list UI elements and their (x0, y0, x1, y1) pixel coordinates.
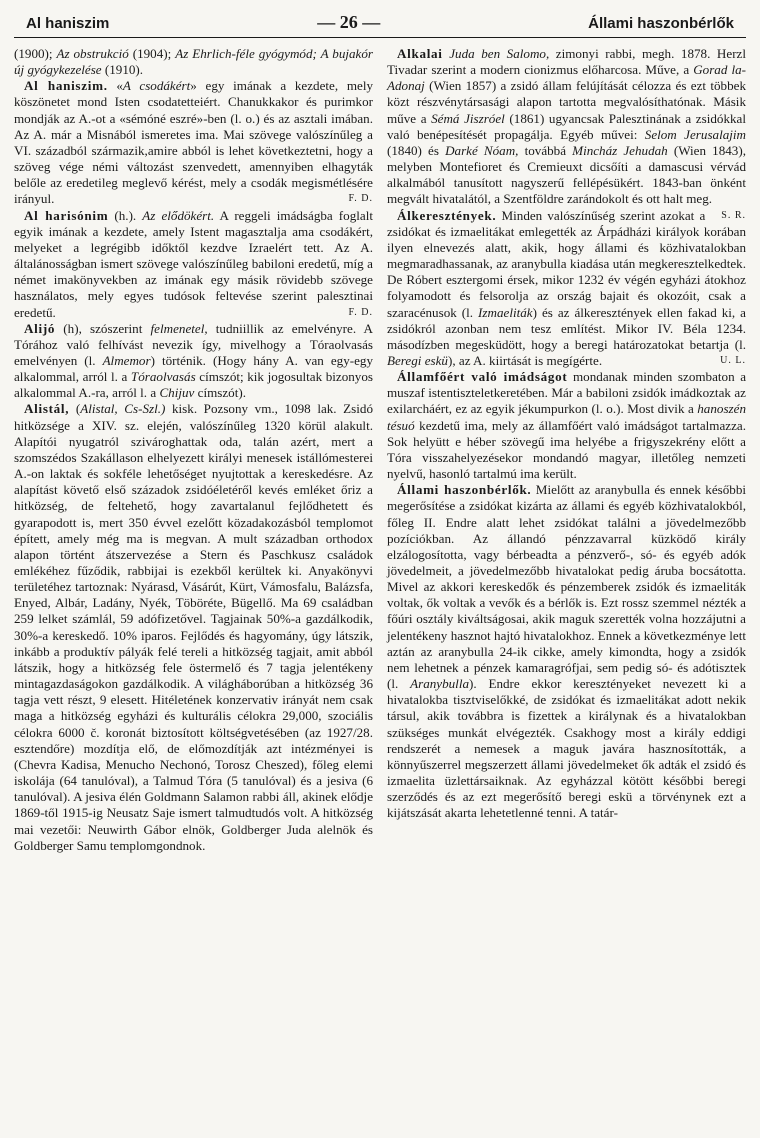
dictionary-entry (14, 321, 373, 402)
left-column (14, 46, 373, 854)
entry-text: Mielőtt az aranybulla és ennek későbbi megerősítése a zsidókat kizárta az állami és egyéb közhivatalokból, főleg II. Endre alatt lehet zsidókat találni a jövedelmezőbb pozíciókban. Az állandó pénzzavarral küzködő király elzálogosította, vagy bérbeadta a pénzverő-, só- és egyéb adók jövedelmeit, a jövedelmezőbb hivatalokat pedig áruba bocsátotta. Mivel az akkori kereskedők és pénzemberek zsidók és izmaeliták voltak, ők voltak a vevők és a bérlők is. Ezt rossz szemmel nézték a főúri osztály kiváltságosai, akik maguk szerették volna hozzájutni a jelentékeny hasznot hajtó hivatalokhoz. Ennek a következménye lett aztán az aranybulla 24-ik cikke, amely kimondta, hogy a zsidók nem lehetnek a pénzek kamaragrófjai, sem pedig só- és adótisztek (l. (387, 482, 747, 692)
entry-headword: Államfőért való imádságot (397, 369, 568, 385)
entry-text: (h), szószerint (55, 320, 151, 336)
dictionary-entry (14, 46, 373, 78)
entry-text: » egy imának a kezdete, mely köszönetet mond Isten csodatetteiért. Chanukkakor és purimkor mondják az A.-ot a «sémóné eszré»-ben (l. o.) és az asztali imában. Az A. már a Misnából ismeretes ima. Mai szövege valószínűleg a VI. századból származik,amire abból is lehet következtetni, hogy a szöveg vége némi változást szenvedett, amennyiben elhagyták belőle az eredetileg meglevő kérést, mely a csodák megismétlésére irányul. (14, 78, 373, 207)
entry-headword: Alistál, (24, 401, 70, 417)
italic-text: Sémá Jiszróel (431, 110, 505, 126)
entry-headword: Alkalai (397, 46, 443, 61)
italic-text: Az elődökért. (142, 207, 215, 223)
entry-headword: Alijó (24, 320, 56, 336)
text-columns (14, 46, 746, 854)
entry-text: kisk. Pozsony vm., 1098 lak. Zsidó hitközsége a XIV. sz. elején, valószínűleg 1320 körül alakult. Alapítói nyugatról szivároghattak oda, talán azért, mert a szomszédos Szakállason elhelyezett királyi menesek istállómesterei A.-on laktak és sokféle lehetőséget nyujtottak a kereskedésre. Az alapítást követő első századok zsidóéletéről kevés emléket őriz a hitközség, de feltehető, hogy zavartalanul fejlődhetett és gyarapodott is, mert 350 évvel ezelőtt közadakozásból templomot épített, amely még ma is megvan. A mult században orthodox alapon történt átszervezése a Stern és Paschkusz családok emlékéhez fűződik, rabbijai is ezekből kerültek ki. Anyakönyvi területéhez tartoznak: Nyárasd, Vásárút, Kürt, Vámosfalu, Balázsfa, Enyed, Albár, Ladány, Nyék, Töböréte, Bügellő. Ma 69 családban 259 lelket számlál, 59 adófizetővel. Tagjainak 50%-a gazdálkodik, 30%-a kereskedő. 10% iparos. Fejlődés és hagyomány, úgy látszik, inkább a produktív pályák felé tereli a hitközség tagjait, amit abból látszik, hogy a hitközség fele östermelő és 7 tagja jelentékeny mintagazdaságokon gazdálkodik. A világháborúban a hitközség 36 tagja vett részt, 9 elesett. Hitéletének konzervativ irányát nem csak maga a hitközség egyházi és kulturális célokra 29,000, szociális célokra 6000 č. koronát biztosított költségvetésében (az 1927/28. esztendőre) mozdítja elő, de előmozdítják azt intézményei is (Chevra Kadisa, Menucho Nechonó, Torosz Cheszed), főleg elemi iskolája (64 tanulóval), a Talmud Tóra (5 tanulóval) és a jesiva (6 tanulóval). A jesiva élén Goldmann Salamon rabbi áll, akinek elődje 1869-től 1915-ig Neusatz Saje ismert talmudtudós volt. A hitközség mai vezetői: Neuwirth Gábor elnök, Goldberger Juda alelnök és Goldberger Samu templomgondnok. (14, 401, 374, 853)
author-signature: S. R. (721, 209, 746, 221)
header-left-title: Al haniszim (26, 15, 110, 32)
author-signature: F. D. (348, 306, 373, 318)
right-column (387, 46, 746, 854)
author-signature: U. L. (720, 354, 746, 366)
italic-text: Az obstrukció (56, 46, 129, 61)
dictionary-entry (387, 482, 746, 821)
entry-text: címszót; kik jogosultak bizonyos alkalommal A.-ra, arról l. a (14, 369, 374, 401)
italic-text: Tóraolvasás (130, 369, 196, 385)
italic-text: Chijuv (159, 385, 195, 401)
entry-text: (Wien 1843), melyben Montefioret és Cremieuxt dicsőíti a damascusi vérvád alkalmából tanusított nagyszerű fellépésükért. 1843-ban önként megvált hivatalától, a Szentföldre zarándokolt és ott halt meg. (387, 142, 746, 207)
entry-text: ( (69, 401, 81, 417)
entry-text: zimonyi rabbi, megh. 1878. Herzl Tivadar szerint a modern cionizmus előharcosa. Műve, a (387, 46, 747, 78)
entry-text: (1840) és (387, 142, 446, 158)
entry-headword: Al harisónim (24, 207, 109, 223)
italic-text: felmenetel, (150, 320, 208, 336)
entry-text: kezdetű ima, mely az államfőért való imádságot tartalmazza. Sok helyütt e héber szövegű ima helyébe a frigyszekrény előtt a Tóra visszahelyezésekor mondandó magyar, illetőleg nemzeti nyelvű, hasonló tartalmú ima került. (387, 417, 746, 482)
entry-text: ), az A. kiirtását is megígérte. (447, 352, 603, 368)
italic-text: Juda ben Salomo, (449, 46, 550, 61)
entry-text: ) és az álkeresztények ellen fakad ki, a zsidókról azonban nem tesz említést. Mikor IV. Béla 1234. másodízben megesküdött, hogy a beregi határozatokat betartja (l. (387, 304, 746, 352)
dictionary-entry (14, 401, 373, 853)
entry-headword: Al haniszim. (24, 78, 108, 94)
header-right-title: Állami haszonbérlők (588, 15, 734, 32)
italic-text: Aranybulla (410, 676, 470, 692)
italic-text: A csodákért (122, 78, 191, 94)
entry-text: (1904); (128, 46, 176, 61)
italic-text: Az Ehrlich-féle gyógymód; A bujakór új gyógykezelése (14, 46, 374, 78)
entry-text: címszót). (194, 385, 246, 401)
dictionary-entry (14, 78, 373, 207)
italic-text: Beregi eskü (387, 352, 448, 368)
italic-text: Alistal, Cs-Szl.) (80, 401, 166, 417)
entry-headword: Állami haszonbérlők. (397, 482, 532, 498)
entry-text: « (107, 78, 123, 94)
dictionary-entry (14, 208, 373, 321)
dictionary-entry (387, 208, 746, 370)
dictionary-entry (387, 369, 746, 482)
running-header (14, 12, 746, 38)
entry-text: (h.). (108, 207, 143, 223)
entry-text: ). Endre ekkor keresztényeket nevezett ki a hivatalokba tisztviselőkké, de zsidókat és izmaelitákat adott nekik társul, akik továbbra is fizettek a királynak és a hivatalokban szükséges munkát elvégezték. Csakhogy most a király eddigi rendszerét a nemesek a maguk javára hasznosították, a könnyűszerrel megszerzett állami jövedelmeket ők adták el zsidó és izmaelita üzlettársaiknak. Az egyházzal kötött későbbi beregi szerződés és az ezt megerősítő beregi eskü a törvénynek ezt a kijátszását akarta lehetetlenné tenni. A tatár- (387, 676, 746, 821)
entry-text: továbbá (518, 142, 573, 158)
entry-text: ) történik. (Hogy hány A. van egy-egy alkalommal, arról l. a (14, 352, 374, 385)
italic-text: Selom Jerusalajim (644, 126, 747, 142)
italic-text: Almemor (102, 352, 151, 368)
entry-text: (1861) ugyancsak Palesztinának a zsidókkal való benépesítését propagálja. Egyéb művei: (387, 110, 746, 142)
italic-text: Mincház Jehudah (572, 142, 668, 158)
italic-text: Darké Nóam, (445, 142, 519, 158)
page-number: — 26 — (317, 12, 381, 32)
entry-text: Minden valószínűség szerint azokat a zsidókat és izmaelitákat emlegették az Árpádházi királyok korában ilyen elnevezés alatt, akik, hogy állami és közhivatalokban megmaradhassanak, az aranybulla kiadása után megkeresztelkedtek. De Róbert esztergomi érsek, mikor 1232 év végén egyházi átokhoz folyamodott és felsorolja az ország bajait és okozóit, csak a szaracénusok (l. (387, 207, 746, 320)
entry-text: (Wien 1857) a zsidó állam felújítását célozza és ezt többek közt részvénytársasági alapon tartotta megvalósíthatónak. Másik műve a (387, 78, 746, 126)
author-signature: F. D. (348, 193, 373, 205)
entry-text: A reggeli imádságba foglalt egyik imának a kezdete, amely Istent magasztalja ama csodákért, melyeket a legrégibb időktől kezdve Izraelért tett. Az A. általánosságban ismert szövege valószínűleg babiloni eredetű, míg a német imakönyvekben az imának egy másik rövidebb szövege használatos, mely egyes tudósok feltevése szerint palesztinai eredetű. (14, 207, 373, 320)
entry-text: tudniillik az emelvényre. A Tórához való felhívást nevezik így, mivelhogy a Tóraolvasás emelvényen (l. (14, 320, 374, 368)
entry-text: (1900); (14, 46, 57, 61)
entry-text: mondanak minden szombaton a muszaf istentiszteletkeretében. Már a babiloni zsidók imádkoztak az exilarcháért, ez az egyik jékumpurkon (l. o.). Most divik a (387, 369, 747, 417)
entry-headword: Álkeresztények. (397, 207, 497, 223)
italic-text: Izmaeliták (478, 304, 533, 320)
italic-text: hanoszén tésuó (387, 401, 746, 433)
entry-text: (1910). (101, 62, 144, 78)
italic-text: Gorad la-Adonaj (387, 62, 747, 94)
